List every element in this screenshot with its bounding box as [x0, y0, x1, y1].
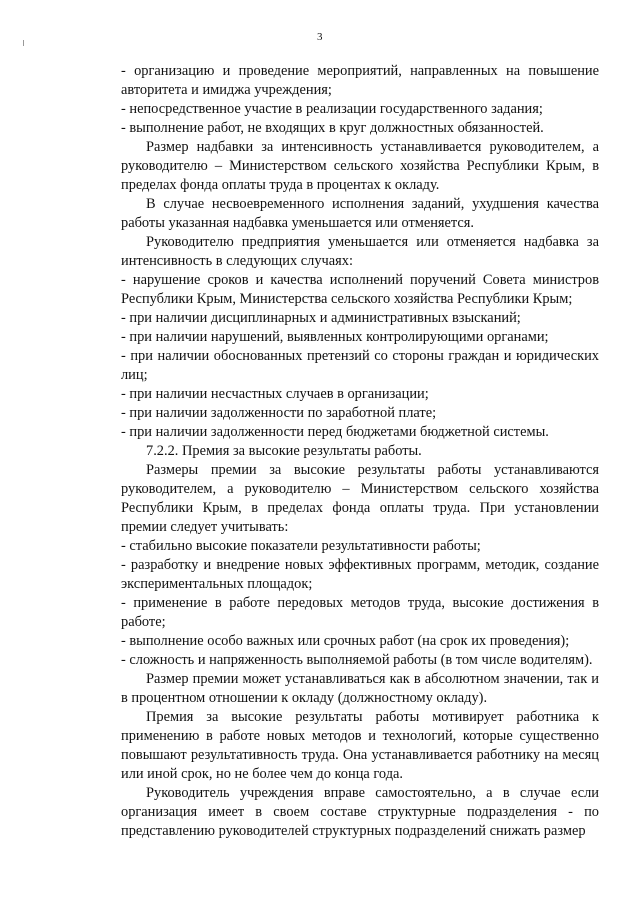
list-item: - стабильно высокие показатели результативности работы;	[121, 538, 481, 554]
section-heading: 7.2.2. Премия за высокие результаты работы.	[146, 443, 422, 459]
paragraph: Руководителю предприятия уменьшается или отменяется надбавка за интенсивность в следующих случаях:	[121, 234, 599, 269]
list-item: - непосредственное участие в реализации государственного задания;	[121, 101, 543, 117]
page-number: 3	[317, 31, 323, 43]
paragraph: Размер премии может устанавливаться как в абсолютном значении, так и в процентном отношении к окладу (должностному окладу).	[121, 671, 599, 706]
paragraph: Руководитель учреждения вправе самостоятельно, а в случае если организация имеет в своем составе структурные подразделения - по представлению руководителей структурных подразделений снижать размер	[121, 785, 599, 839]
list-item: - применение в работе передовых методов труда, высокие достижения в работе;	[121, 595, 599, 630]
list-item: - нарушение сроков и качества исполнений поручений Совета министров Республики Крым, Министерства сельского хозяйства Республики Крым;	[121, 272, 599, 307]
list-item: - при наличии обоснованных претензий со стороны граждан и юридических лиц;	[121, 348, 599, 383]
paragraph: В случае несвоевременного исполнения заданий, ухудшения качества работы указанная надбавка уменьшается или отменяется.	[121, 196, 599, 231]
list-item: - выполнение особо важных или срочных работ (на срок их проведения);	[121, 633, 570, 649]
list-item: - при наличии задолженности перед бюджетами бюджетной системы.	[121, 424, 549, 440]
paragraph: Размеры премии за высокие результаты работы устанавливаются руководителем, а руководителю – Министерством сельского хозяйства Республики Крым, в пределах фонда оплаты труда. При установлении премии следует учитывать:	[121, 462, 599, 535]
list-item: - выполнение работ, не входящих в круг должностных обязанностей.	[121, 120, 544, 136]
list-item: - при наличии несчастных случаев в организации;	[121, 386, 429, 402]
list-item: - при наличии дисциплинарных и административных взысканий;	[121, 310, 521, 326]
document-body	[121, 62, 599, 841]
list-item: - при наличии задолженности по заработной плате;	[121, 405, 437, 421]
list-item: - организацию и проведение мероприятий, направленных на повышение авторитета и имиджа учреждения;	[121, 63, 599, 98]
paragraph: Размер надбавки за интенсивность устанавливается руководителем, а руководителю – Министерством сельского хозяйства Республики Крым, в пределах фонда оплаты труда в процентах к окладу.	[121, 139, 599, 193]
list-item: - сложность и напряженность выполняемой работы (в том числе водителям).	[121, 652, 593, 668]
paragraph: Премия за высокие результаты работы мотивирует работника к применению в работе новых методов и технологий, которые существенно повышают результативность труда. Она устанавливается работнику на месяц или иной срок, но не более чем до конца года.	[121, 709, 599, 782]
list-item: - при наличии нарушений, выявленных контролирующими органами;	[121, 329, 549, 345]
list-item: - разработку и внедрение новых эффективных программ, методик, создание экспериментальных площадок;	[121, 557, 599, 592]
